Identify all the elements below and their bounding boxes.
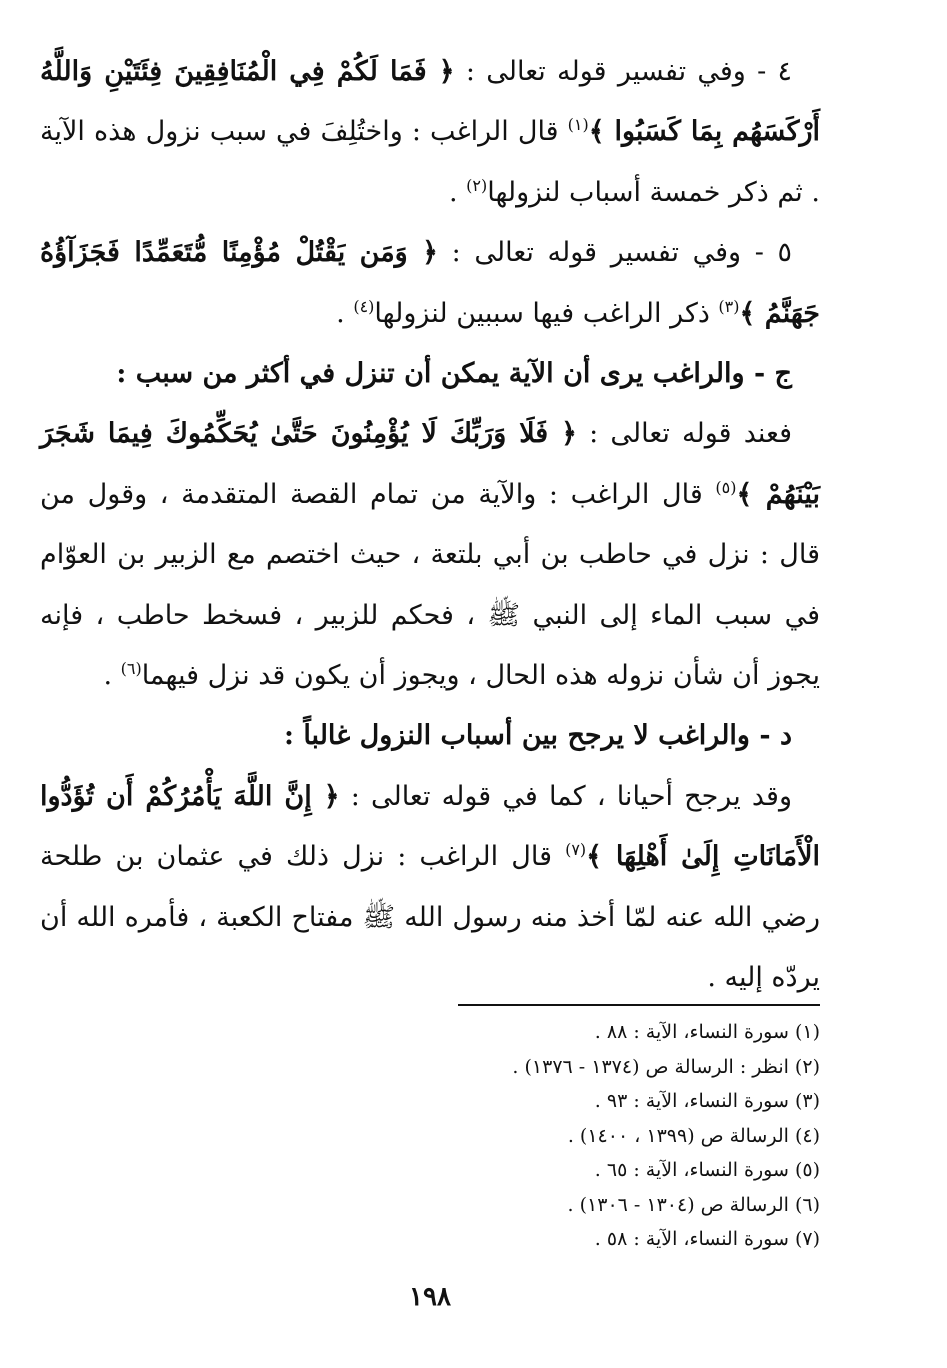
paragraph-lead: ٥ - وفي تفسير قوله تعالى : [438, 237, 792, 269]
quran-verse: ﴿ فَمَا لَكُمْ فِي الْمُنَافِقِينَ فِئَتَيْنِ وَاللَّهُ أَرْكَسَهُم بِمَا كَسَبُوا ﴾ [40, 56, 820, 148]
footnote-item: (١) سورة النساء، الآية : ٨٨ . [594, 1021, 820, 1043]
main-text [40, 42, 820, 1009]
footnote-ref: (٥) [715, 477, 737, 497]
quran-verse: ﴿ وَمَن يَقْتُلْ مُؤْمِنًا مُّتَعَمِّدًا فَجَزَآؤُهُ جَهَنَّمُ ﴾ [40, 237, 820, 329]
footnotes-list [40, 1015, 820, 1257]
document-page [40, 0, 820, 1368]
footnote-ref: (٧) [565, 840, 587, 860]
quran-verse: ﴿ إِنَّ اللَّهَ يَأْمُرُكُمْ أَن تُؤَدُّوا الْأَمَانَاتِ إِلَىٰ أَهْلِهَا ﴾ [40, 780, 820, 873]
paragraph-5 [40, 223, 820, 344]
section-heading-d: د - والراغب لا يرجح بين أسباب النزول غالباً : [283, 720, 792, 752]
footnote-item: (٣) سورة النساء، الآية : ٩٣ . [594, 1090, 820, 1112]
footnote-ref: (٤) [353, 296, 375, 316]
footnote-item: (٤) الرسالة ص (١٣٩٩ ، ١٤٠٠) . [567, 1124, 820, 1147]
footnote-ref: (٦) [120, 659, 142, 679]
paragraph-end: . [448, 176, 467, 208]
paragraph-4 [40, 42, 820, 223]
paragraph-lead: ٤ - وفي تفسير قوله تعالى : [454, 56, 793, 87]
paragraph-end: . [103, 660, 121, 692]
paragraph-body: ذكر الراغب فيها سببين لنزولها [374, 297, 719, 329]
paragraph-body: قال الراغب : نزل ذلك في عثمان بن طلحة رضي الله عنه لمّا أخذ منه رسول الله ﷺ مفتاح الكعبة ، فأمره الله أن يردّه إليه . [40, 841, 820, 994]
footnote-ref: (٣) [718, 296, 740, 316]
paragraph-body: قال الراغب : واختُلِفَ في سبب نزول هذه الآية . ثم ذكر خمسة أسباب لنزولها [40, 116, 820, 208]
paragraph-c [40, 404, 820, 706]
footnote-item: (٦) الرسالة ص (١٣٠٤ - ١٣٠٦) . [567, 1193, 820, 1216]
paragraph-body: قال الراغب : والآية من تمام القصة المتقدمة ، وقول من قال : نزل في حاطب بن أبي بلتعة ، حيث اختصم مع الزبير بن العوّام في سبب الماء إلى النبي ﷺ ، فحكم للزبير ، فسخط حاطب ، فإنه يجوز أن شأن نزوله هذه الحال ، ويجوز أن يكون قد نزل فيهما [40, 478, 820, 692]
paragraph-end: . [336, 297, 354, 329]
footnote-item: (٢) انظر : الرسالة ص (١٣٧٤ - ١٣٧٦) . [512, 1055, 820, 1078]
page-number: ١٩٨ [409, 1282, 451, 1312]
paragraph-lead: فعند قوله تعالى : [577, 418, 792, 450]
footnote-item: (٧) سورة النساء، الآية : ٥٨ . [594, 1228, 820, 1250]
paragraph-lead: وقد يرجح أحيانا ، كما في قوله تعالى : [339, 780, 793, 812]
quran-verse: ﴿ فَلَا وَرَبِّكَ لَا يُؤْمِنُونَ حَتَّىٰ يُحَكِّمُوكَ فِيمَا شَجَرَ بَيْنَهُمْ ﴾ [40, 418, 820, 510]
footnote-ref: (١) [567, 115, 589, 135]
paragraph-d [40, 767, 820, 1009]
footnote-item: (٥) سورة النساء، الآية : ٦٥ . [594, 1159, 820, 1181]
section-heading-c: ج - والراغب يرى أن الآية يمكن أن تنزل في أكثر من سبب : [116, 358, 792, 390]
footnote-ref: (٢) [466, 175, 488, 195]
footnote-separator [458, 1004, 820, 1006]
